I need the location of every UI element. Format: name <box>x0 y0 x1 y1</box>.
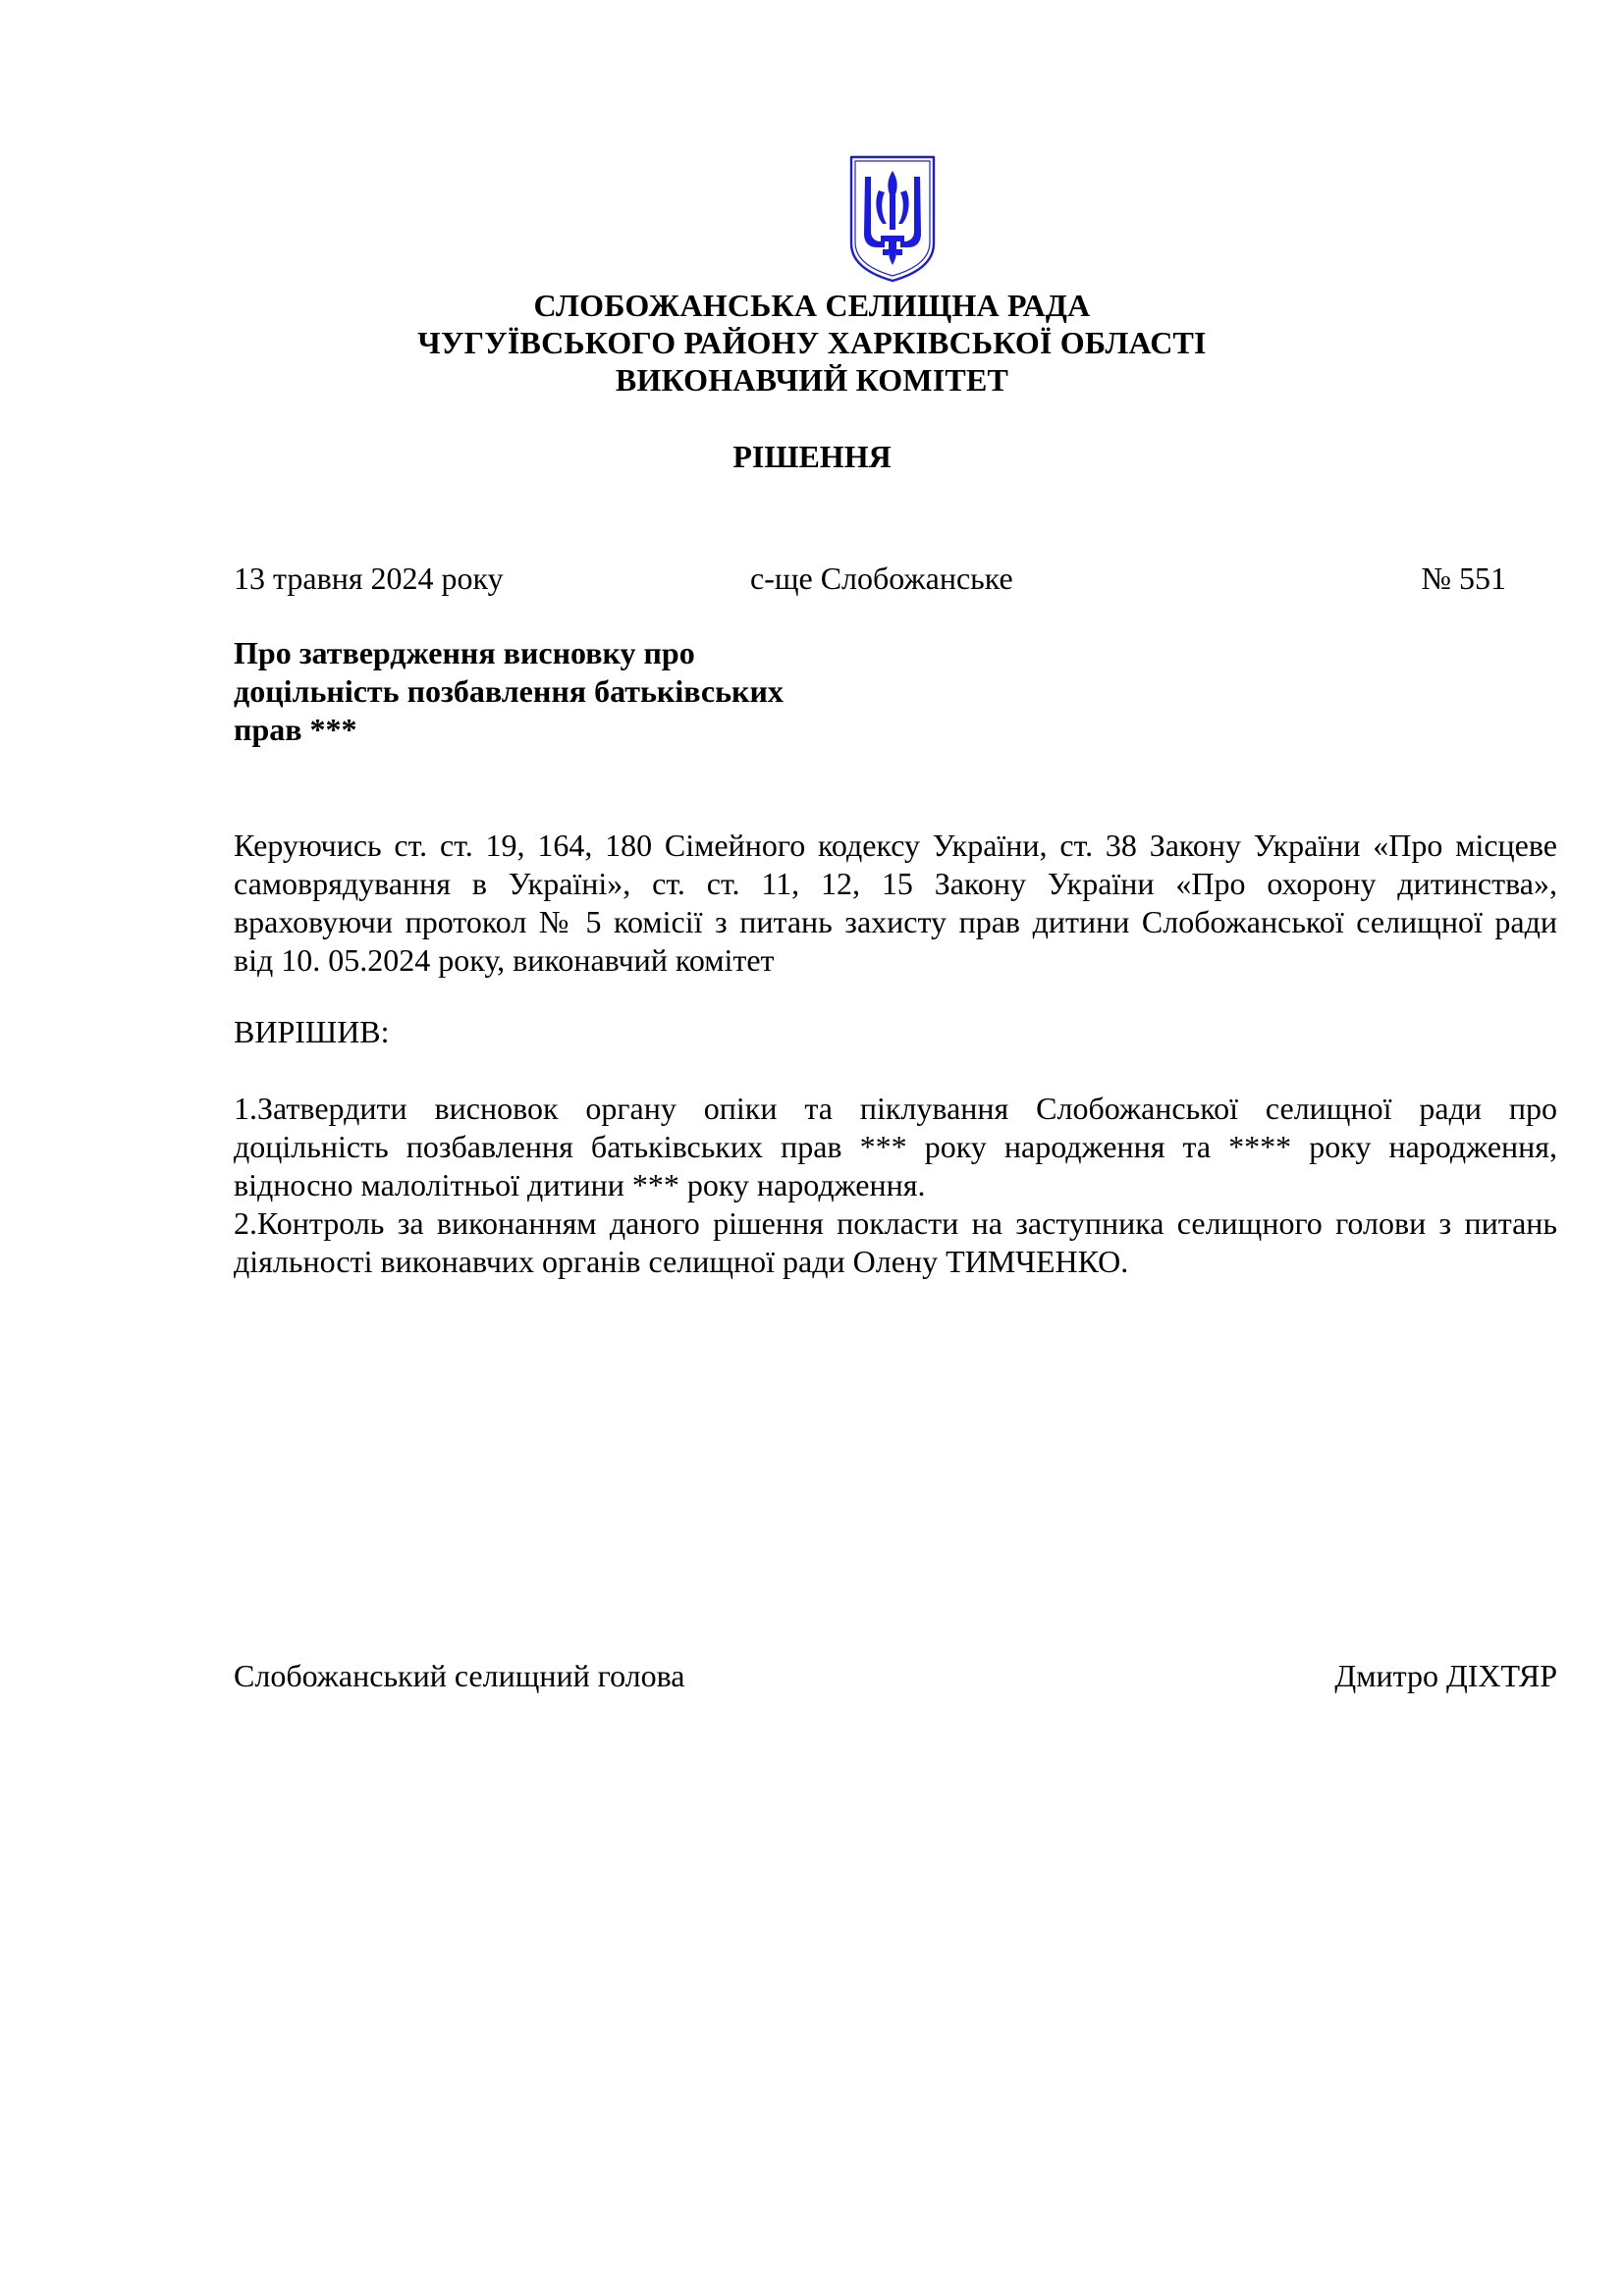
document-place: с-ще Слобожанське <box>750 561 1013 596</box>
preamble-line: самоврядування в Україні», ст. ст. 11, 12, 15 Закону України «Про охорону дитинства», <box>234 866 1557 901</box>
item-1-line: відносно малолітньої дитини *** року народження. <box>234 1167 926 1202</box>
preamble-line: враховуючи протокол № 5 комісії з питань захисту прав дитини Слобожанської селищної ради <box>234 904 1557 939</box>
preamble-line: Керуючись ст. ст. 19, 164, 180 Сімейного кодексу України, ст. 38 Закону України «Про місцеве <box>234 828 1557 863</box>
document-number: № 551 <box>1421 561 1506 596</box>
item-1-line: 1.Затвердити висновок органу опіки та піклування Слобожанської селищної ради про <box>234 1091 1557 1126</box>
resolved-label: ВИРІШИВ: <box>234 1014 390 1049</box>
preamble-line: від 10. 05.2024 року, виконавчий комітет <box>234 942 775 978</box>
resolved-heading <box>234 1013 1557 1051</box>
council-name: СЛОБОЖАНСЬКА СЕЛИЩНА РАДА <box>533 288 1091 323</box>
item-1-line: доцільність позбавлення батьківських прав *** року народження та **** року народження, <box>234 1129 1557 1164</box>
document-date: 13 травня 2024 року <box>234 561 504 596</box>
item-2-line: діяльності виконавчих органів селищної ради Олену ТИМЧЕНКО. <box>234 1244 1129 1279</box>
preamble-paragraph <box>234 827 1557 980</box>
subject-line: Про затвердження висновку про <box>234 635 695 670</box>
district-region: ЧУГУЇВСЬКОГО РАЙОНУ ХАРКІВСЬКОЇ ОБЛАСТІ <box>417 325 1207 360</box>
executive-committee: ВИКОНАВЧИЙ КОМІТЕТ <box>615 362 1009 398</box>
signatory-position: Слобожанський селищний голова <box>234 1658 685 1693</box>
item-2-line: 2.Контроль за виконанням даного рішення покласти на заступника селищного голови з питань <box>234 1205 1557 1241</box>
decision-items <box>234 1090 1557 1281</box>
document-type-title: РІШЕННЯ <box>732 439 892 474</box>
signatory-name: Дмитро ДІХТЯР <box>1334 1658 1557 1693</box>
coat-of-arms-tryzub-icon <box>847 153 938 285</box>
subject-line: прав *** <box>234 712 357 747</box>
subject-line: доцільність позбавлення батьківських <box>234 673 784 709</box>
document-meta-row <box>234 560 1506 599</box>
signature-block <box>234 1657 1557 1696</box>
decision-subject <box>234 634 842 749</box>
